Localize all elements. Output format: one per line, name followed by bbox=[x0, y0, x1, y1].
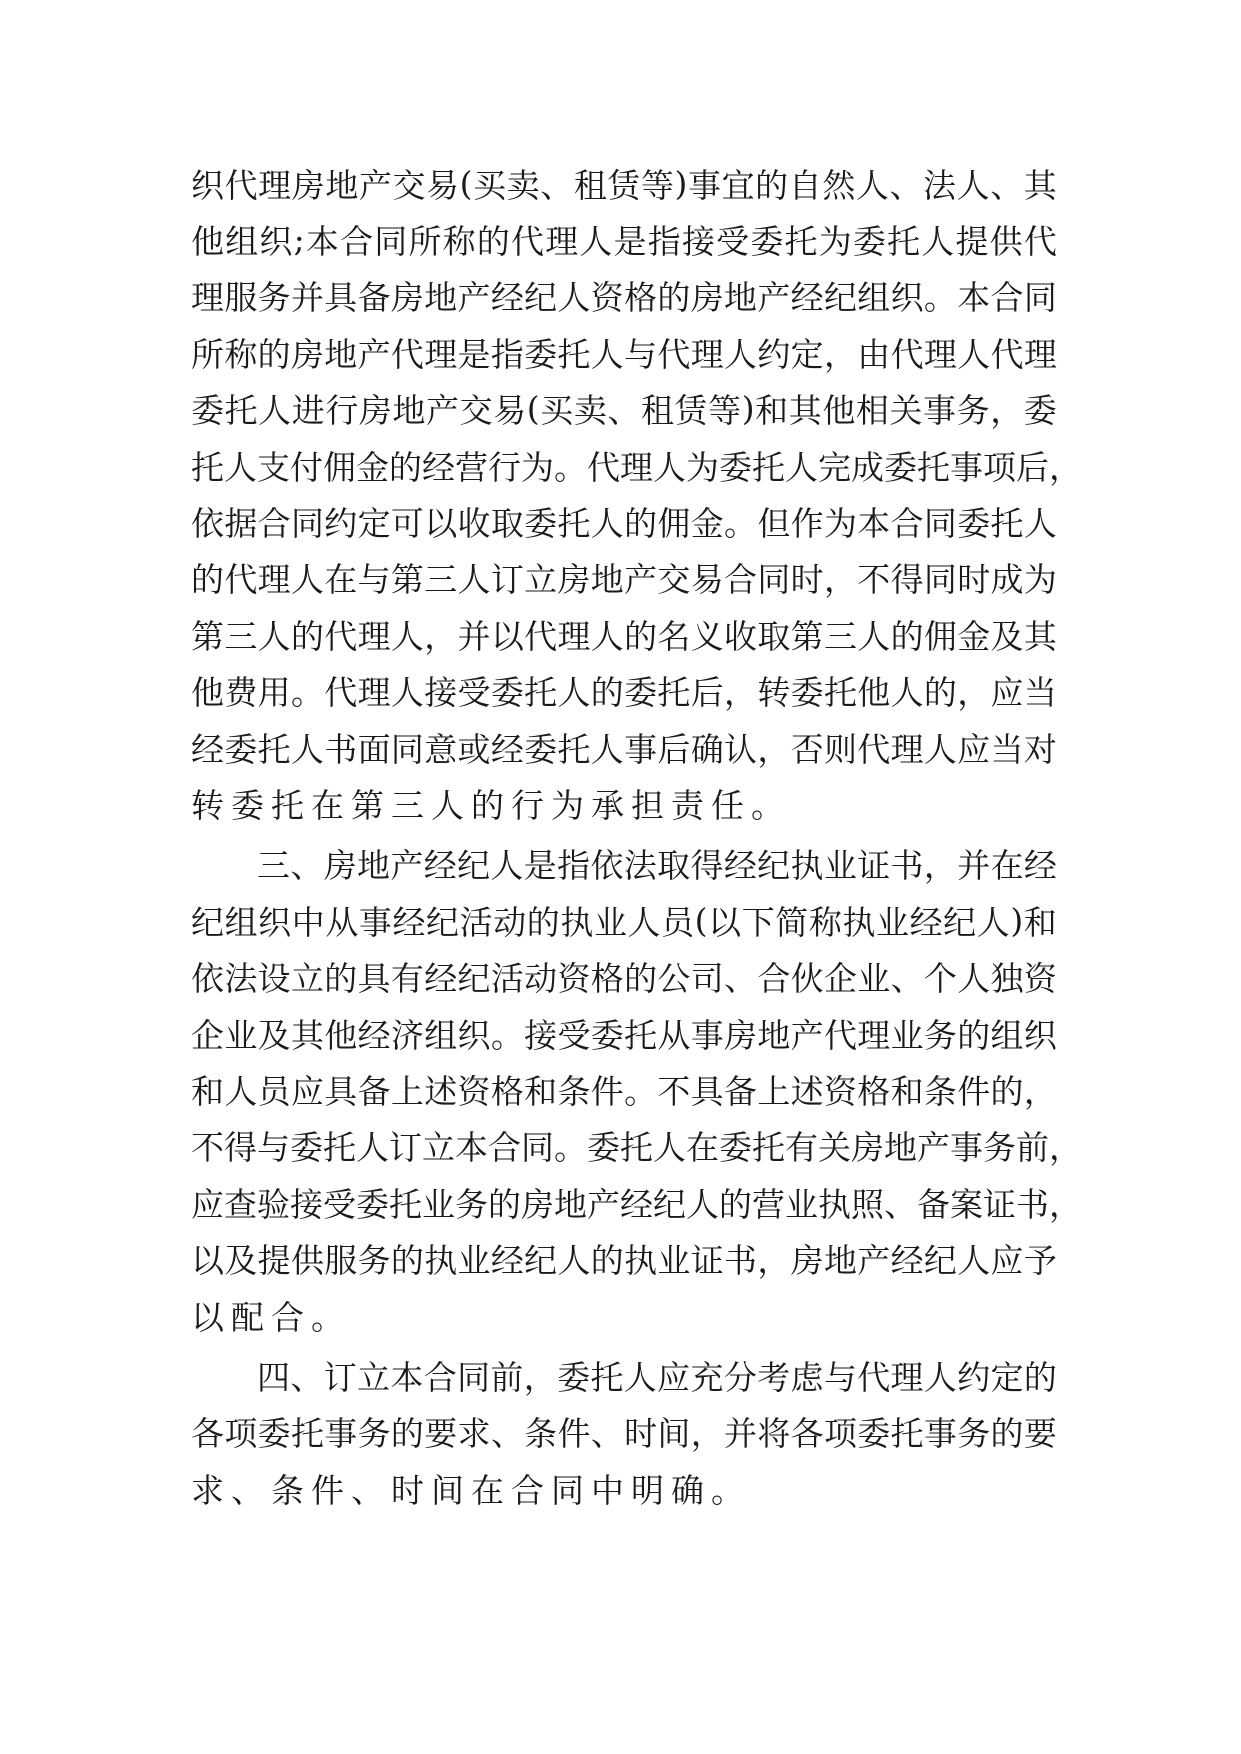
text-line: 依 据 合 同 约 定 可 以 收 取 委 托 人 的 佣 金 。 但 作 为 本 合 同 委 托 人 bbox=[191, 504, 1057, 544]
paragraph-3 bbox=[191, 1347, 1057, 1516]
paragraph-1 bbox=[191, 155, 1082, 832]
text-line: 各 项 委 托 事 务 的 要 求 、 条 件 、 时 间 ， 并 将 各 项 委 托 事 务 的 要 bbox=[191, 1414, 1057, 1454]
text-line: 他 组 织 ; 本 合 同 所 称 的 代 理 人 是 指 接 受 委 托 为 委 托 人 提 供 代 bbox=[191, 220, 1057, 262]
text-line: 以配合。 bbox=[191, 1297, 351, 1337]
text-line: 依 法 设 立 的 具 有 经 纪 活 动 资 格 的 公 司 、 合 伙 企 业 、 个 人 独 资 bbox=[191, 959, 1057, 999]
text-line: 委 托 人 进 行 房 地 产 交 易 ( 买 卖 、 租 赁 等 ) 和 其 他 相 关 事 务 ， 委 bbox=[191, 389, 1057, 431]
text-line: 所 称 的 房 地 产 代 理 是 指 委 托 人 与 代 理 人 约 定 ， 由 代 理 人 代 理 bbox=[191, 334, 1057, 374]
text-line: 三 、 房 地 产 经 纪 人 是 指 依 法 取 得 经 纪 执 业 证 书 ， 并 在 经 bbox=[257, 846, 1057, 886]
paragraph-2 bbox=[191, 836, 1082, 1344]
text-line: 企 业 及 其 他 经 济 组 织 。 接 受 委 托 从 事 房 地 产 代 理 业 务 的 组 织 bbox=[191, 1015, 1057, 1055]
document-body bbox=[191, 155, 1082, 1516]
text-line: 求、条件、时间在合同中明确。 bbox=[191, 1470, 751, 1510]
text-line: 以 及 提 供 服 务 的 执 业 经 纪 人 的 执 业 证 书 ， 房 地 产 经 纪 人 应 予 bbox=[191, 1241, 1057, 1281]
text-line: 的 代 理 人 在 与 第 三 人 订 立 房 地 产 交 易 合 同 时 ， 不 得 同 时 成 为 bbox=[191, 560, 1057, 600]
text-line: 四 、 订 立 本 合 同 前 ， 委 托 人 应 充 分 考 虑 与 代 理 人 约 定 的 bbox=[257, 1357, 1057, 1397]
text-line: 纪 组 织 中 从 事 经 纪 活 动 的 执 业 人 员 ( 以 下 简 称 执 业 经 纪 人 ) 和 bbox=[191, 900, 1057, 942]
text-line: 织 代 理 房 地 产 交 易 ( 买 卖 、 租 赁 等 ) 事 宜 的 自 然 人 、 法 人 、 其 bbox=[191, 163, 1057, 205]
text-line: 他 费 用 。 代 理 人 接 受 委 托 人 的 委 托 后 ， 转 委 托 他 人 的 ， 应 当 bbox=[191, 673, 1057, 713]
text-line: 托 人 支 付 佣 金 的 经 营 行 为 。 代 理 人 为 委 托 人 完 成 委 托 事 项 后 ， bbox=[191, 447, 1082, 487]
text-line: 不 得 与 委 托 人 订 立 本 合 同 。 委 托 人 在 委 托 有 关 房 地 产 事 务 前 ， bbox=[191, 1128, 1082, 1168]
text-line: 第 三 人 的 代 理 人 ， 并 以 代 理 人 的 名 义 收 取 第 三 人 的 佣 金 及 其 bbox=[191, 616, 1057, 656]
text-line: 转委托在第三人的行为承担责任。 bbox=[191, 785, 791, 825]
text-line: 经 委 托 人 书 面 同 意 或 经 委 托 人 事 后 确 认 ， 否 则 代 理 人 应 当 对 bbox=[191, 729, 1057, 769]
text-line: 理 服 务 并 具 备 房 地 产 经 纪 人 资 格 的 房 地 产 经 纪 组 织 。 本 合 同 bbox=[191, 278, 1057, 318]
text-line: 应 查 验 接 受 委 托 业 务 的 房 地 产 经 纪 人 的 营 业 执 照 、 备 案 证 书 ， bbox=[191, 1184, 1082, 1224]
text-line: 和 人 员 应 具 备 上 述 资 格 和 条 件 。 不 具 备 上 述 资 格 和 条 件 的 ， bbox=[191, 1071, 1057, 1111]
